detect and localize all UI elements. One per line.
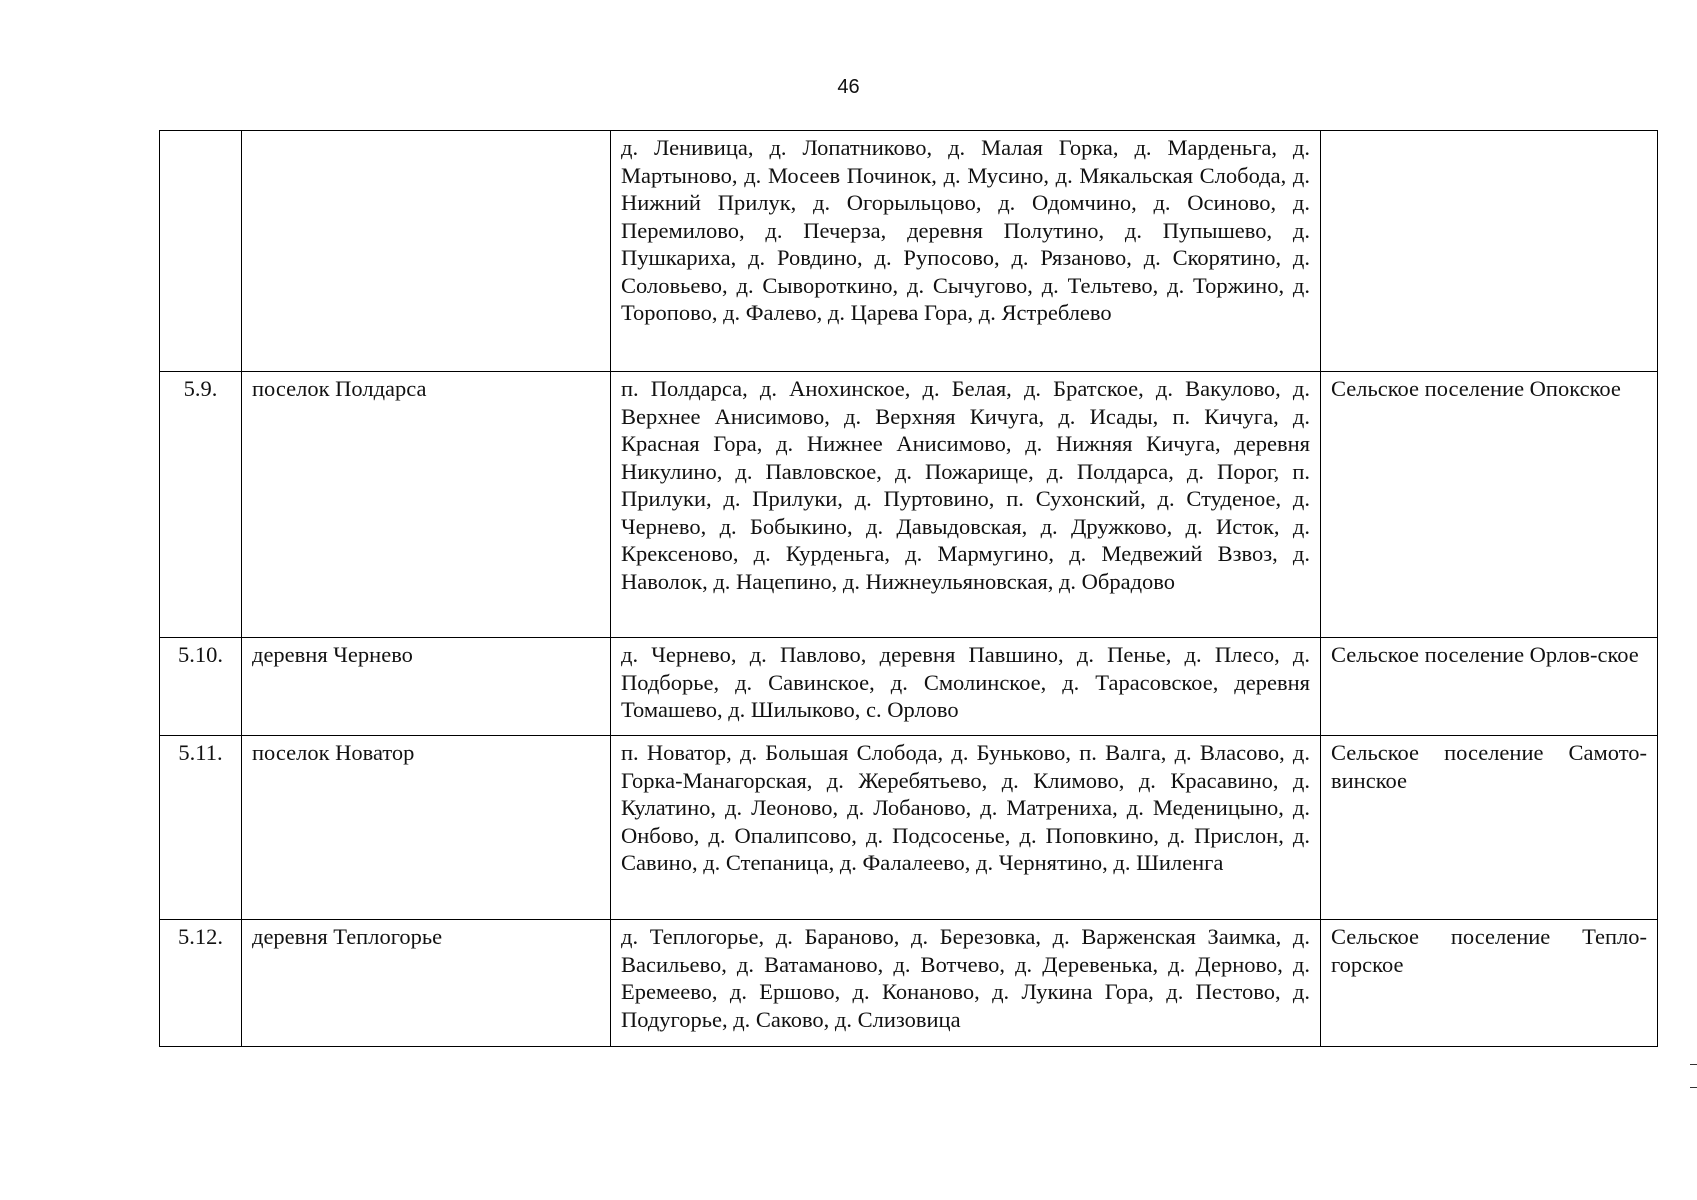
settlements-list: п. Новатор, д. Большая Слобода, д. Буньково, п. Валга, д. Власово, д. Горка-Манагорская, д. Жеребятьево, д. Климово, д. Красавино, д. Кулатино, д. Леоново, д. Лобаново, д. Матрениха, д. Меденицыно, д. Онбово, д. Опалипсово, д. Подсосенье, д. Поповкино, д. Прислон, д. Савино, д. Степаница, д. Фалалеево, д. Чернятино, д. Шиленга [611, 736, 1321, 920]
table-row [160, 638, 1658, 736]
settlements-list: д. Теплогорье, д. Бараново, д. Березовка, д. Варженская Заимка, д. Васильево, д. Ватаманово, д. Вотчево, д. Деревенька, д. Дерново, д. Еремеево, д. Ершово, д. Конаново, д. Лукина Гора, д. Пестово, д. Подугорье, д. Саково, д. Слизовица [611, 920, 1321, 1047]
table-row [160, 131, 1658, 372]
center-settlement-name: деревня Теплогорье [242, 920, 611, 1047]
row-number: 5.11. [160, 736, 242, 920]
row-number: 5.12. [160, 920, 242, 1047]
row-number: 5.10. [160, 638, 242, 736]
margin-mark [1690, 1064, 1697, 1088]
center-settlement-name: поселок Полдарса [242, 372, 611, 638]
settlements-list: п. Полдарса, д. Анохинское, д. Белая, д. Братское, д. Вакулово, д. Верхнее Анисимово, д. Верхняя Кичуга, д. Исады, п. Кичуга, д. Красная Гора, д. Нижнее Анисимово, д. Нижняя Кичуга, деревня Никулино, д. Павловское, д. Пожарище, д. Полдарса, д. Порог, п. Прилуки, д. Прилуки, д. Пуртовино, п. Сухонский, д. Студеное, д. Чернево, д. Бобыкино, д. Давыдовская, д. Дружково, д. Исток, д. Крексеново, д. Курденьга, д. Мармугино, д. Медвежий Взвоз, д. Наволок, д. Нацепино, д. Нижнеульяновская, д. Обрадово [611, 372, 1321, 638]
page-number: 46 [837, 76, 860, 98]
table-row [160, 920, 1658, 1047]
rural-settlement: Сельское поселение Орлов-ское [1321, 638, 1658, 736]
rural-settlement: Сельское поселение Самото-винское [1321, 736, 1658, 920]
settlements-list: д. Ленивица, д. Лопатниково, д. Малая Горка, д. Марденьга, д. Мартыново, д. Мосеев Починок, д. Мусино, д. Мякальская Слобода, д. Нижний Прилук, д. Огорыльцово, д. Одомчино, д. Осиново, д. Перемилово, д. Печерза, деревня Полутино, д. Пупышево, д. Пушкариха, д. Ровдино, д. Рупосово, д. Рязаново, д. Скорятино, д. Соловьево, д. Сывороткино, д. Сычугово, д. Тельтево, д. Торжино, д. Торопово, д. Фалево, д. Царева Гора, д. Ястреблево [611, 131, 1321, 372]
rural-settlement [1321, 131, 1658, 372]
rural-settlement: Сельское поселение Тепло-горское [1321, 920, 1658, 1047]
rural-settlement: Сельское поселение Опокское [1321, 372, 1658, 638]
settlements-list: д. Чернево, д. Павлово, деревня Павшино, д. Пенье, д. Плесо, д. Подборье, д. Савинское, д. Смолинское, д. Тарасовское, деревня Томашево, д. Шилыково, с. Орлово [611, 638, 1321, 736]
center-settlement-name: поселок Новатор [242, 736, 611, 920]
table-row [160, 372, 1658, 638]
center-settlement-name: деревня Чернево [242, 638, 611, 736]
row-number [160, 131, 242, 372]
settlements-table [159, 130, 1658, 1047]
table-row [160, 736, 1658, 920]
row-number: 5.9. [160, 372, 242, 638]
center-settlement-name [242, 131, 611, 372]
